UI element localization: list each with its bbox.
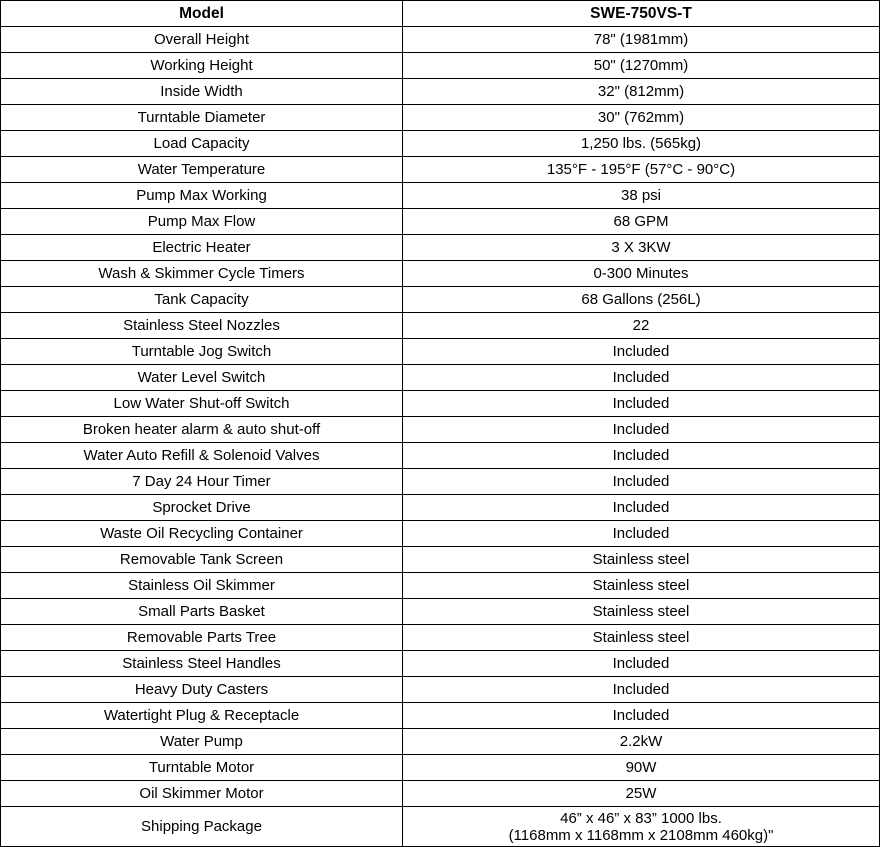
row-value: Included: [403, 495, 880, 521]
row-label: Waste Oil Recycling Container: [1, 521, 403, 547]
row-value: Stainless steel: [403, 547, 880, 573]
table-row: [1, 495, 880, 521]
table-row: [1, 183, 880, 209]
row-value: 3 X 3KW: [403, 235, 880, 261]
header-model: Model: [1, 1, 403, 27]
row-value: 78" (1981mm): [403, 27, 880, 53]
row-label: Turntable Motor: [1, 755, 403, 781]
row-label: Small Parts Basket: [1, 599, 403, 625]
table-row: [1, 313, 880, 339]
row-label: Removable Parts Tree: [1, 625, 403, 651]
row-label: Pump Max Working: [1, 183, 403, 209]
row-value: Included: [403, 651, 880, 677]
table-row: [1, 105, 880, 131]
row-label: Removable Tank Screen: [1, 547, 403, 573]
table-row: [1, 651, 880, 677]
table-row: [1, 781, 880, 807]
shipping-value: [403, 807, 880, 847]
row-label: Oil Skimmer Motor: [1, 781, 403, 807]
row-label: Stainless Steel Nozzles: [1, 313, 403, 339]
spec-table-body: [1, 27, 880, 847]
table-row: [1, 469, 880, 495]
row-value: 135°F - 195°F (57°C - 90°C): [403, 157, 880, 183]
row-value: Stainless steel: [403, 599, 880, 625]
shipping-value-line1: 46” x 46” x 83” 1000 lbs.: [560, 809, 722, 827]
row-value: 1,250 lbs. (565kg): [403, 131, 880, 157]
table-row: [1, 417, 880, 443]
table-row: [1, 339, 880, 365]
table-row: [1, 209, 880, 235]
table-row: [1, 53, 880, 79]
row-value: 30" (762mm): [403, 105, 880, 131]
row-label: Tank Capacity: [1, 287, 403, 313]
row-value: Stainless steel: [403, 625, 880, 651]
row-label: Stainless Steel Handles: [1, 651, 403, 677]
table-row: [1, 729, 880, 755]
row-label: Heavy Duty Casters: [1, 677, 403, 703]
row-label: Water Pump: [1, 729, 403, 755]
row-label: Low Water Shut-off Switch: [1, 391, 403, 417]
table-row: [1, 521, 880, 547]
row-label: Inside Width: [1, 79, 403, 105]
table-row: [1, 547, 880, 573]
row-label: Turntable Diameter: [1, 105, 403, 131]
row-value: Included: [403, 521, 880, 547]
row-label: 7 Day 24 Hour Timer: [1, 469, 403, 495]
table-row: [1, 287, 880, 313]
row-value: 38 psi: [403, 183, 880, 209]
row-label: Working Height: [1, 53, 403, 79]
row-label: Broken heater alarm & auto shut-off: [1, 417, 403, 443]
row-value: Included: [403, 339, 880, 365]
table-row: [1, 27, 880, 53]
shipping-label: Shipping Package: [1, 807, 403, 847]
table-row: [1, 599, 880, 625]
row-label: Water Auto Refill & Solenoid Valves: [1, 443, 403, 469]
table-row: [1, 131, 880, 157]
header-model-number: SWE-750VS-T: [403, 1, 880, 27]
row-value: 2.2kW: [403, 729, 880, 755]
row-value: 25W: [403, 781, 880, 807]
row-value: Included: [403, 365, 880, 391]
row-value: Stainless steel: [403, 573, 880, 599]
row-value: Included: [403, 703, 880, 729]
table-row: [1, 755, 880, 781]
row-value: 68 Gallons (256L): [403, 287, 880, 313]
row-value: Included: [403, 677, 880, 703]
row-label: Electric Heater: [1, 235, 403, 261]
row-label: Load Capacity: [1, 131, 403, 157]
row-label: Turntable Jog Switch: [1, 339, 403, 365]
table-row: [1, 703, 880, 729]
table-row: [1, 573, 880, 599]
row-label: Stainless Oil Skimmer: [1, 573, 403, 599]
row-label: Pump Max Flow: [1, 209, 403, 235]
table-row: [1, 391, 880, 417]
row-label: Overall Height: [1, 27, 403, 53]
row-value: Included: [403, 469, 880, 495]
row-label: Wash & Skimmer Cycle Timers: [1, 261, 403, 287]
row-label: Water Temperature: [1, 157, 403, 183]
row-value: 68 GPM: [403, 209, 880, 235]
table-row: [1, 261, 880, 287]
row-label: Water Level Switch: [1, 365, 403, 391]
row-value: 90W: [403, 755, 880, 781]
row-value: 22: [403, 313, 880, 339]
row-value: Included: [403, 443, 880, 469]
row-value: 0-300 Minutes: [403, 261, 880, 287]
table-row: [1, 443, 880, 469]
table-row: [1, 235, 880, 261]
table-row: [1, 677, 880, 703]
table-row: [1, 365, 880, 391]
row-label: Watertight Plug & Receptacle: [1, 703, 403, 729]
row-value: Included: [403, 417, 880, 443]
row-value: 32" (812mm): [403, 79, 880, 105]
header-row: [1, 1, 880, 27]
row-value: Included: [403, 391, 880, 417]
shipping-value-line2: (1168mm x 1168mm x 2108mm 460kg)": [508, 826, 774, 844]
row-label: Sprocket Drive: [1, 495, 403, 521]
table-row: [1, 157, 880, 183]
shipping-row: [1, 807, 880, 847]
table-row: [1, 625, 880, 651]
table-row: [1, 79, 880, 105]
row-value: 50" (1270mm): [403, 53, 880, 79]
